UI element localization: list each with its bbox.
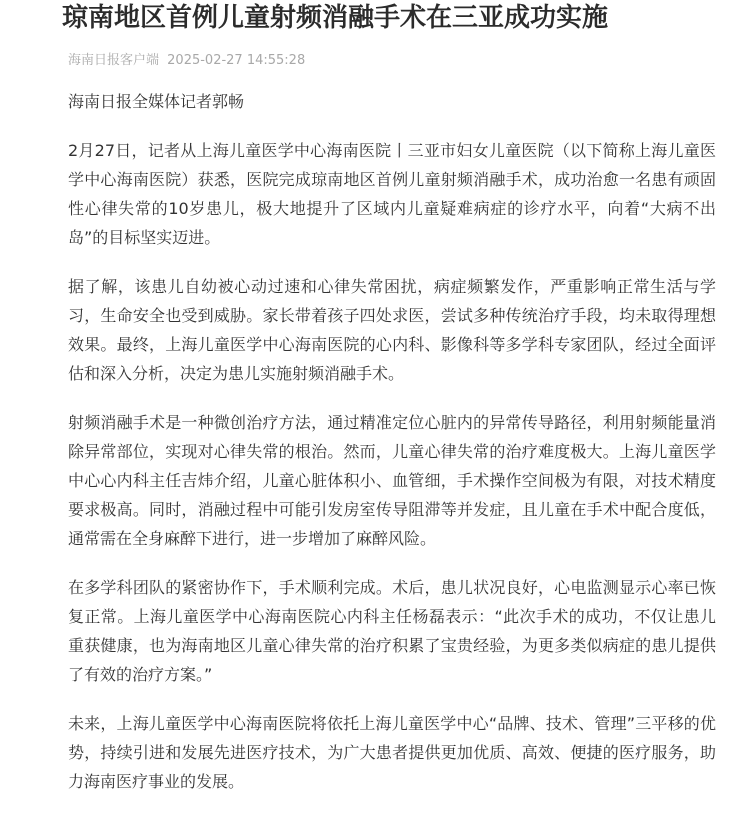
article-byline: 海南日报全媒体记者郭畅: [68, 92, 245, 111]
article-paragraph-4: 在多学科团队的紧密协作下，手术顺利完成。术后，患儿状况良好，心电监测显示心率已恢复正常。上海儿童医学中心海南医院心内科主任杨磊表示：“此次手术的成功，不仅让患儿重获健康，也为海南地区儿童心律失常的治疗积累了宝贵经验，为更多类似病症的患儿提供了有效的治疗方案。”: [68, 578, 716, 684]
article-paragraph-2: 据了解，该患儿自幼被心动过速和心律失常困扰，病症频繁发作，严重影响正常生活与学习，生命安全也受到威胁。家长带着孩子四处求医，尝试多种传统治疗手段，均未取得理想效果。最终，上海儿童医学中心海南医院的心内科、影像科等多学科专家团队，经过全面评估和深入分析，决定为患儿实施射频消融手术。: [68, 277, 716, 383]
article-datetime: 2025-02-27 14:55:28: [167, 53, 306, 68]
article-paragraph-5: 未来，上海儿童医学中心海南医院将依托上海儿童医学中心“品牌、技术、管理”三平移的优势，持续引进和发展先进医疗技术，为广大患者提供更加优质、高效、便捷的医疗服务，助力海南医疗事业的发展。: [68, 714, 716, 791]
article-body: [68, 90, 716, 816]
article-title: 琼南地区首例儿童射频消融手术在三亚成功实施: [62, 3, 609, 33]
article-paragraph-1: 2月27日，记者从上海儿童医学中心海南医院丨三亚市妇女儿童医院（以下简称上海儿童医学中心海南医院）获悉，医院完成琼南地区首例儿童射频消融手术，成功治愈一名患有顽固性心律失常的10岁患儿，极大地提升了区域内儿童疑难病症的诊疗水平，向着“大病不出岛”的目标坚实迈进。: [68, 141, 716, 247]
article-source: 海南日报客户端: [68, 53, 160, 68]
article-paragraph-3: 射频消融手术是一种微创治疗方法，通过精准定位心脏内的异常传导路径，利用射频能量消除异常部位，实现对心律失常的根治。然而，儿童心律失常的治疗难度极大。上海儿童医学中心心内科主任吉炜介绍，儿童心脏体积小、血管细，手术操作空间极为有限，对技术精度要求极高。同时，消融过程中可能引发房室传导阻滞等并发症，且儿童在手术中配合度低，通常需在全身麻醉下进行，进一步增加了麻醉风险。: [68, 413, 716, 548]
article-meta: [68, 53, 305, 69]
